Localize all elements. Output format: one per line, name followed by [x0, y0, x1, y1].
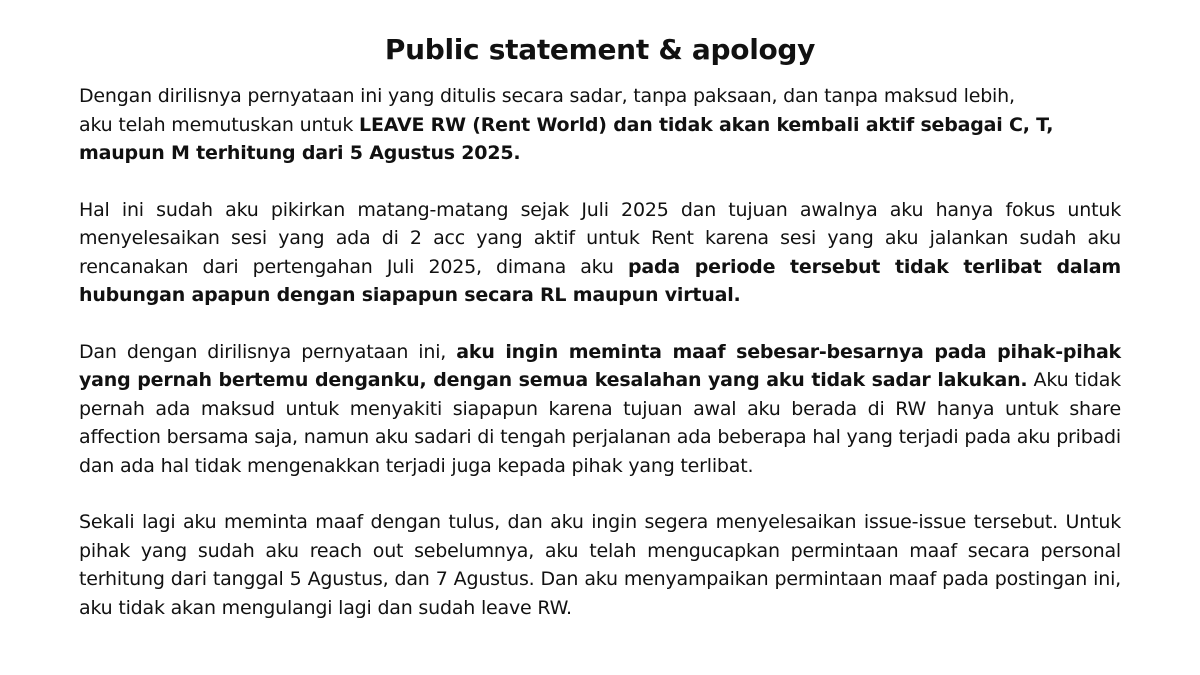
paragraph-1-first-line: Dengan dirilisnya pernyataan ini yang ditulis secara sadar, tanpa paksaan, dan tanpa maksud lebih,: [79, 85, 1015, 107]
paragraph-3-lead-text: Dan dengan dirilisnya pernyataan ini,: [79, 340, 457, 363]
paragraph-leave-announcement: [79, 82, 1121, 168]
paragraph-1-bold-text: LEAVE RW (Rent World) dan tidak akan kembali aktif sebagai C, T, maupun M terhitung dari 5 Agustus 2025.: [79, 113, 1054, 164]
statement-document: [79, 30, 1121, 622]
document-title: Public statement & apology: [384, 33, 816, 66]
paragraph-2-bold-text: pada periode tersebut tidak terlibat dalam hubungan apapun dengan siapapun secara RL maupun virtual.: [79, 255, 1122, 306]
paragraph-closing: Sekali lagi aku meminta maaf dengan tulus, dan aku ingin segera menyelesaikan issue-issue tersebut. Untuk pihak yang sudah aku reach out sebelumnya, aku telah mengucapkan permintaan maaf secara personal terhitung dari tanggal 5 Agustus, dan 7 Agustus. Dan aku menyampaikan permintaan maaf pada postingan ini, aku tidak akan mengulangi lagi dan sudah leave RW.: [79, 511, 1121, 619]
paragraph-apology: [79, 338, 1121, 481]
paragraph-2-lead-text: Hal ini sudah aku pikirkan matang-matang sejak Juli 2025 dan tujuan awalnya aku hanya fokus untuk menyelesaikan sesi yang ada di 2 acc yang aktif untuk Rent karena sesi yang aku jalankan sudah aku rencanakan dari pertengahan Juli 2025, dimana aku: [79, 198, 1121, 278]
paragraph-3-tail-text: Aku tidak pernah ada maksud untuk menyakiti siapapun karena tujuan awal aku berada di RW hanya untuk share affection bersama saja, namun aku sadari di tengah perjalanan ada beberapa hal yang terjadi pada aku pribadi dan ada hal tidak mengenakkan terjadi juga kepada pihak yang terlibat.: [79, 369, 1121, 477]
paragraph-background: [79, 196, 1121, 310]
paragraph-1-lead-text: aku telah memutuskan untuk: [79, 113, 360, 136]
paragraph-3-bold-text: aku ingin meminta maaf sebesar-besarnya pada pihak-pihak yang pernah bertemu denganku, dengan semua kesalahan yang aku tidak sadar lakukan.: [79, 340, 1121, 391]
